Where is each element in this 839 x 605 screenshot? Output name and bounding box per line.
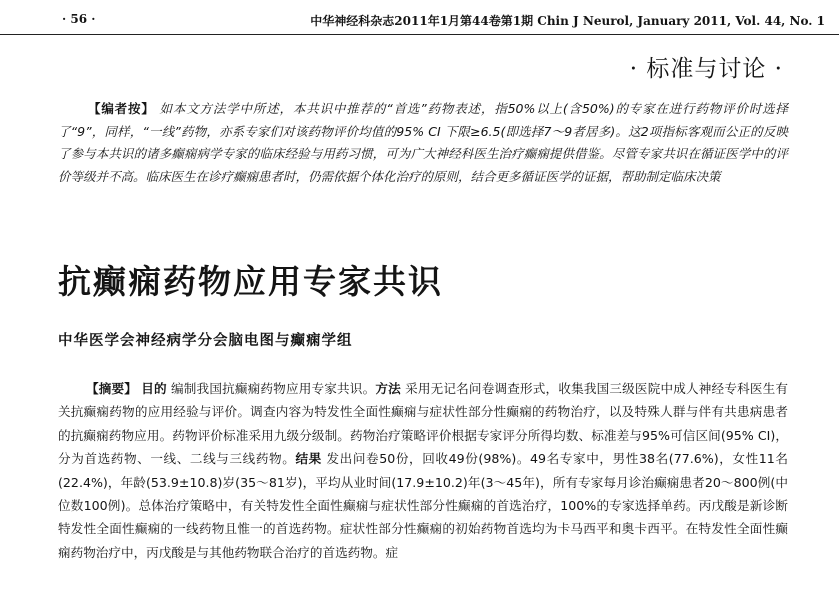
objective-label: 目的 [141,381,167,396]
journal-header [0,10,839,35]
results-label: 结果 [295,451,322,467]
section-label: · 标准与讨论 · [629,56,783,82]
results-text: 发出问卷50份，回收49份(98%)。49名专家中，男性38名(77.6%)，女性11名(22.4%)，年龄(53.9±10.8)岁(35～81岁)，平均从业时间(17.9±10.2)年(3～45年)，所有专家每月诊治癫痫患者20～800例(中位数100例)。总体治疗策略中，有关特发性全面性癫痫与症状性部分性癫痫的首选治疗，100%的专家选择单药。丙戊酸是新诊断特发性全面性癫痫的一线药物且惟一的首选药物。症状性部分性癫痫的初始药物首选均为卡马西平和奥卡西平。在特发性全面性癫痫药物治疗中，丙戊酸是与其他药物联合治疗的首选药物。症 [58,451,789,560]
methods-text: 采用无记名问卷调查形式，收集我国三级医院中成人神经专科医生有关抗癫痫药物的应用经验与评价。调查内容为特发性全面性癫痫与症状性部分性癫痫的药物治疗，以及特殊人群与伴有共患病患者的抗癫痫药物应用。药物评价标准采用九级分级制。药物治疗策略评价根据专家评分所得均数、标准差与95%可信区间(95% CI)，分为首选药物、一线、二线与三线药物。 [58,381,789,467]
abstract-label: 【摘要】 [86,381,138,396]
editor-note-text: 如本文方法学中所述，本共识中推荐的“首选”药物表述，指50%以上(含50%)的专家在进行药物评价时选择了“9”，同样，“一线”药物，亦系专家们对该药物评价均值的95% CI 下限≥6.5(即选择7～9者居多)。这2项指标客观而公正的反映了参与本共识的诸多癫痫病学专家的临床经验与用药习惯，可为广大神经科医生治疗癫痫提供借鉴。尽管专家共识在循证医学中的评价等级并不高。临床医生在诊疗癫痫患者时，仍需依据个体化治疗的原则，结合更多循证医学的证据，帮助制定临床决策 [58,101,788,185]
article-title: 抗癫痫药物应用专家共识 [58,262,443,301]
editor-note [58,98,788,189]
journal-citation: 中华神经科杂志2011年1月第44卷第1期 Chin J Neurol, January 2011, Vol. 44, No. 1 [310,14,825,28]
editor-note-label: 【编者按】 [88,101,155,116]
page-number: · 56 · [62,12,96,26]
methods-label: 方法 [375,381,401,396]
article-authors: 中华医学会神经病学分会脑电图与癫痫学组 [58,333,353,349]
abstract [58,377,788,564]
objective-text: 编制我国抗癫痫药物应用专家共识。 [166,381,376,396]
